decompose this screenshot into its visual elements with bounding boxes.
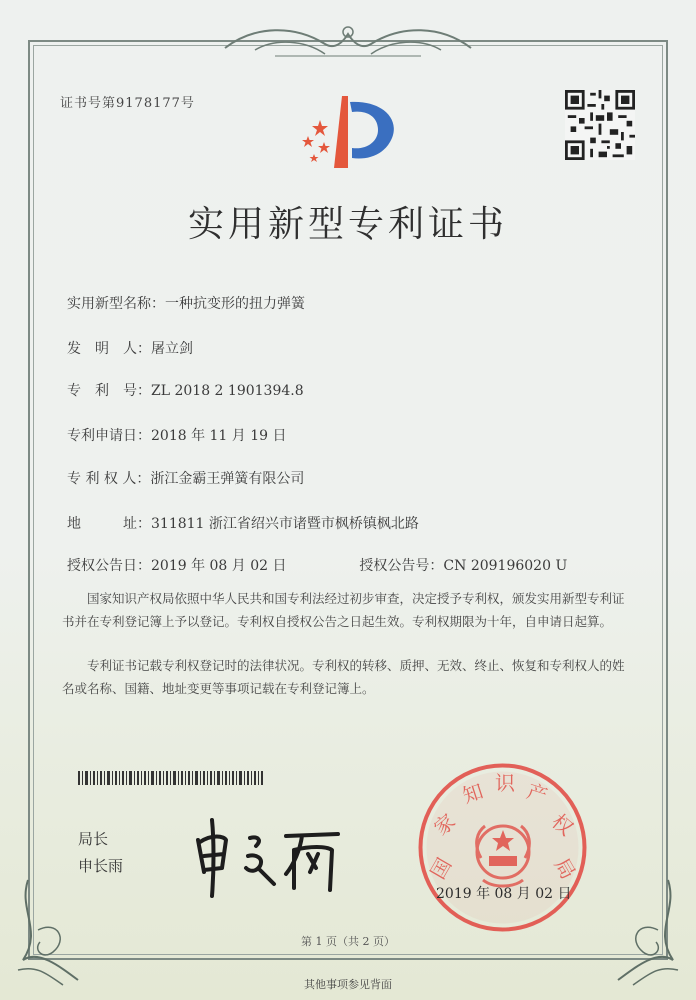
director-signature-icon	[190, 810, 360, 900]
svg-text:知: 知	[459, 778, 487, 808]
svg-text:产: 产	[523, 778, 551, 808]
director-name: 申长雨	[78, 857, 124, 875]
field-value: 屠立剑	[151, 341, 193, 357]
paragraph-legal-status: 专利证书记载专利权登记时的法律状况。专利权的转移、质押、无效、终止、恢复和专利权人的姓名或名称、国籍、地址变更等事项记载在专利登记簿上。	[62, 658, 625, 696]
field-label: 实用新型名称：	[67, 296, 165, 312]
field-utility-model-name	[67, 293, 305, 313]
field-label: 发 明 人：	[67, 341, 151, 357]
back-side-note: 其他事项参见背面	[304, 978, 392, 991]
field-value: 浙江金霸王弹簧有限公司	[150, 471, 305, 487]
field-address	[67, 513, 419, 533]
svg-text:权: 权	[547, 809, 578, 841]
field-value: 一种抗变形的扭力弹簧	[165, 296, 305, 312]
field-announcement	[67, 555, 567, 575]
barcode-icon	[78, 771, 263, 785]
field-patent-number	[67, 380, 304, 400]
certificate-number: 证书号第9178177号	[60, 96, 195, 111]
announce-date: 2019 年 08 月 02 日	[151, 558, 287, 574]
top-ornament-icon	[215, 20, 481, 64]
announce-no: CN 209196020 U	[443, 558, 568, 574]
corner-ornament-left-icon	[8, 870, 98, 990]
cnipa-logo-icon	[290, 92, 410, 172]
svg-text:局: 局	[549, 853, 581, 884]
page-indicator: 第 1 页（共 2 页）	[301, 935, 395, 948]
announce-date-label: 授权公告日：	[67, 558, 151, 574]
field-label: 专利申请日：	[67, 428, 151, 444]
field-application-date	[67, 425, 287, 445]
qr-code-icon	[565, 90, 635, 160]
corner-ornament-right-icon	[598, 870, 688, 990]
director-title: 局长	[78, 830, 109, 848]
svg-text:识: 识	[495, 771, 515, 795]
field-value: 2018 年 11 月 19 日	[151, 428, 287, 444]
field-value: 311811 浙江省绍兴市诸暨市枫桥镇枫北路	[151, 516, 419, 532]
field-label: 专 利 权 人：	[67, 471, 151, 487]
field-label: 地 址：	[67, 516, 151, 532]
certificate-title: 实用新型专利证书	[187, 204, 508, 245]
svg-text:家: 家	[429, 809, 460, 841]
field-inventor	[67, 338, 193, 358]
field-patentee	[67, 468, 304, 488]
official-seal-icon	[415, 760, 590, 935]
announce-no-label: 授权公告号：	[359, 558, 444, 574]
field-label: 专 利 号：	[67, 383, 151, 399]
svg-text:国: 国	[425, 853, 457, 884]
seal-date: 2019 年 08 月 02 日	[436, 886, 572, 902]
field-value: ZL 2018 2 1901394.8	[151, 383, 304, 399]
paragraph-grant: 国家知识产权局依照中华人民共和国专利法经过初步审查，决定授予专利权，颁发实用新型专利证书并在专利登记簿上予以登记。专利权自授权公告之日起生效。专利权期限为十年，自申请日起算。	[62, 591, 625, 629]
